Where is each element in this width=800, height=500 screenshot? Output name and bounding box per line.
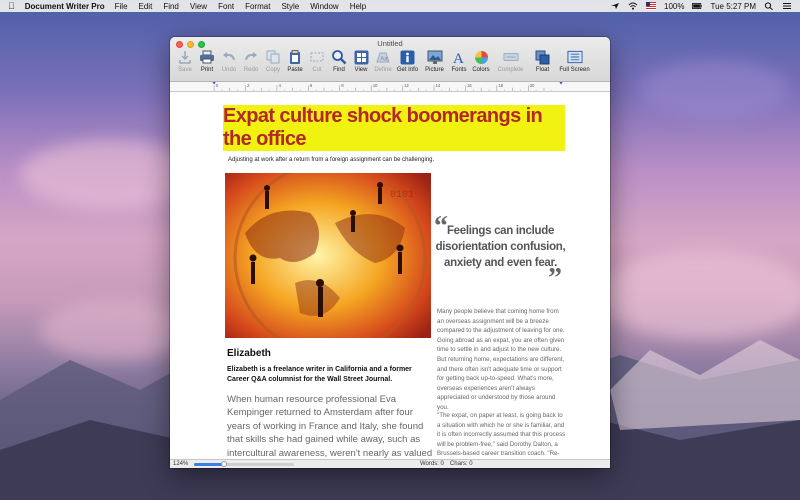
menu-help[interactable]: Help: [342, 1, 360, 11]
save-button[interactable]: Save: [174, 49, 196, 73]
find-button[interactable]: Find: [328, 49, 350, 73]
copy-icon: [266, 50, 280, 64]
article-photo[interactable]: [225, 173, 431, 338]
battery-percent: 100%: [664, 1, 685, 11]
define-button[interactable]: Aa Define: [372, 49, 394, 73]
ruler-number: 10: [372, 82, 378, 88]
zoom-slider-fill: [194, 463, 224, 466]
magnifier-icon: [331, 49, 347, 65]
menu-edit[interactable]: Edit: [131, 1, 146, 11]
svg-text:Aa: Aa: [380, 56, 388, 63]
spotlight-search-icon[interactable]: [764, 2, 774, 10]
ruler-number: 20: [529, 82, 535, 88]
menu-window[interactable]: Window: [303, 1, 332, 11]
ruler-number: 8: [341, 82, 344, 88]
pull-quote: Feelings can include disorientation confusion, anxiety and even fear.: [435, 225, 566, 270]
menu-format[interactable]: Format: [238, 1, 264, 11]
open-quote-mark: “: [434, 211, 448, 242]
fonts-button[interactable]: A Fonts: [451, 50, 467, 73]
menu-font[interactable]: Font: [211, 1, 228, 11]
define-icon: [375, 50, 391, 64]
cut-button[interactable]: Cut: [306, 49, 328, 73]
char-count: Chars: 0: [449, 461, 473, 467]
redo-icon: [243, 50, 259, 64]
cut-icon: [309, 50, 325, 64]
picture-button[interactable]: Picture: [421, 49, 448, 73]
float-button[interactable]: Float: [529, 49, 556, 73]
status-bar: [170, 459, 610, 468]
menu-file[interactable]: File: [107, 1, 121, 11]
battery-icon[interactable]: [692, 2, 702, 10]
info-icon: [400, 50, 415, 65]
menu-clock[interactable]: Tue 5:27 PM: [710, 1, 756, 11]
zoom-slider-knob[interactable]: [221, 461, 227, 467]
menu-view[interactable]: View: [183, 1, 201, 11]
ruler-number: 12: [404, 82, 409, 88]
complete-icon: [503, 50, 519, 64]
apple-menu-icon[interactable]: [8, 1, 15, 11]
close-quote-mark: ”: [548, 263, 562, 294]
document-window: [170, 37, 610, 468]
app-menu[interactable]: Document Writer Pro: [18, 1, 98, 11]
ruler-number: 16: [467, 82, 472, 88]
window-title: Untitled: [377, 39, 403, 48]
copy-button[interactable]: Copy: [262, 49, 284, 73]
undo-button[interactable]: Undo: [218, 49, 240, 73]
svg-text:A: A: [453, 50, 464, 65]
wifi-icon[interactable]: [628, 2, 638, 10]
caption: Adjusting at work after a return from a foreign assignment can be challenging.: [228, 157, 435, 163]
fonts-icon: [452, 50, 466, 65]
ruler-number: 4: [278, 82, 281, 88]
author-bio: Elizabeth is a freelance writer in California and a former Career Q&A columnist for the Wall Street Journal.: [227, 366, 412, 383]
menu-find[interactable]: Find: [156, 1, 173, 11]
printer-icon: [199, 50, 215, 64]
window-titlebar: [170, 37, 610, 82]
ruler-number: 14: [435, 82, 441, 88]
author-name: Elizabeth: [227, 348, 271, 359]
location-arrow-icon[interactable]: [610, 2, 620, 10]
notification-list-icon[interactable]: [782, 2, 792, 10]
headline: Expat culture shock boomerangs in the office: [223, 105, 543, 150]
menu-style[interactable]: Style: [274, 1, 293, 11]
flag-icon[interactable]: [646, 2, 656, 10]
ruler-number: 6: [309, 82, 313, 88]
view-icon: [354, 50, 369, 65]
body-paragraph: Many people believe that coming home from an overseas assignment will be a breeze compared to the adjustment of leaving for one. Going abroad as an expat, you are often given time to settle in and adjust to the new culture. But returning home, expectations are different, and there often isn't adequate time or support for getting back up-to-speed. What's more, overseas experiences aren't always appreciated or understood by those around you.: [437, 308, 565, 412]
full-screen-button[interactable]: Full Screen: [556, 49, 593, 73]
view-button[interactable]: View: [350, 49, 372, 73]
redo-button[interactable]: Redo: [240, 49, 262, 73]
ruler-number: 0: [215, 82, 219, 88]
background-cloud: [640, 60, 790, 120]
ruler-number: 2: [247, 82, 250, 88]
document-page[interactable]: [170, 93, 610, 459]
paste-button[interactable]: Paste: [284, 49, 306, 73]
get-info-button[interactable]: Get Info: [394, 49, 421, 73]
save-icon: [178, 50, 192, 64]
ruler[interactable]: [170, 82, 610, 92]
complete-button[interactable]: Complete: [492, 49, 529, 73]
paste-icon: [288, 50, 302, 65]
float-icon: [535, 50, 550, 65]
zoom-level[interactable]: 124%: [173, 461, 189, 467]
fullscreen-icon: [567, 50, 583, 64]
toolbar: [174, 49, 593, 73]
ruler-number: 18: [498, 82, 504, 88]
svg-text:0101: 0101: [390, 190, 415, 201]
body-paragraph: "The expat, on paper at least, is going back to a situation with which he or she is familiar, and it is often incorrectly assumed that this process will be problem-free," said Dorothy Dalton, a Brussels-based career transition coach. "Re-: [437, 412, 566, 458]
headline-box[interactable]: [223, 105, 565, 151]
print-button[interactable]: Print: [196, 49, 218, 73]
colors-button[interactable]: Colors: [470, 49, 492, 73]
undo-icon: [221, 50, 237, 64]
color-wheel-icon: [474, 50, 489, 65]
lead-paragraph: When human resource professional Eva Kempinger returned to Amsterdam after four years of working in France and Italy, she found that skills she had gained while away, such as intercultural awareness, weren't nearly as valued: [227, 394, 433, 459]
zoom-slider[interactable]: [194, 463, 294, 466]
picture-icon: [427, 50, 443, 65]
word-count: Words: 0: [420, 461, 444, 467]
menu-bar: [0, 0, 800, 12]
